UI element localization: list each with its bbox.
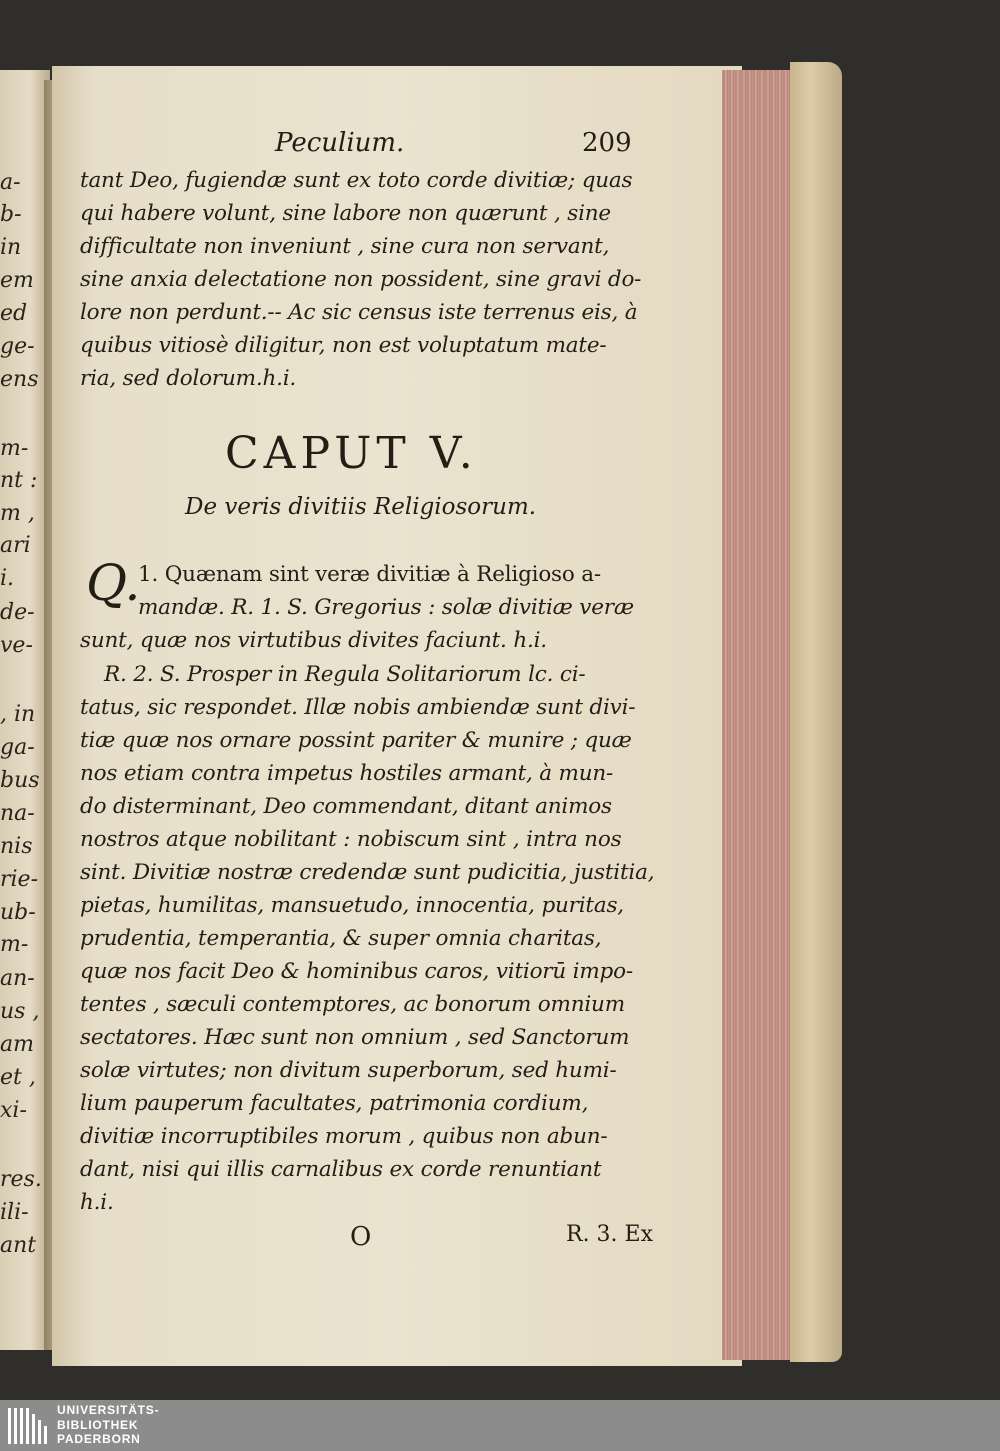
left-page-text-fragment: m- — [0, 436, 29, 461]
text-line: tant Deo, fugiendæ sunt ex toto corde divitiæ; quas — [80, 168, 633, 193]
text-line: tentes , sæculi contemptores, ac bonorum omnium — [80, 992, 625, 1017]
library-logo-icon — [6, 1404, 48, 1448]
left-page-text-fragment: a- — [0, 170, 21, 195]
text-line: do disterminant, Deo commendant, ditant animos — [80, 794, 612, 819]
chapter-title: CAPUT V. — [225, 428, 478, 479]
text-line: sine anxia delectatione non possident, sine gravi do- — [80, 267, 642, 292]
left-page-text-fragment: ga- — [0, 735, 35, 760]
text-line: tiæ quæ nos ornare possint pariter & munire ; quæ — [80, 728, 632, 753]
left-page-text-fragment: et , — [0, 1065, 36, 1090]
text-line: mandæ. R. 1. S. Gregorius : solæ divitiæ veræ — [138, 595, 634, 620]
text-line: ria, sed dolorum.h.i. — [80, 366, 297, 391]
left-page-text-fragment: m , — [0, 501, 35, 526]
left-page-text-fragment: ant — [0, 1233, 37, 1258]
text-line: R. 2. S. Prosper in Regula Solitariorum lc. ci- — [104, 662, 586, 687]
text-line: nostros atque nobilitant : nobiscum sint , intra nos — [80, 827, 622, 852]
catchword: R. 3. Ex — [566, 1222, 654, 1247]
text-line: sint. Divitiæ nostræ credendæ sunt pudicitia, justitia, — [80, 860, 655, 885]
left-page-text-fragment: b- — [0, 202, 22, 227]
text-line: dant, nisi qui illis carnalibus ex corde renuntiant — [80, 1157, 602, 1182]
left-page-text-fragment: xi- — [0, 1098, 27, 1123]
running-title: Peculium. — [275, 128, 405, 158]
text-line: nos etiam contra impetus hostiles armant, à mun- — [80, 761, 614, 786]
text-line: tatus, sic respondet. Illæ nobis ambiendæ sunt divi- — [80, 695, 636, 720]
left-page-text-fragment: rie- — [0, 867, 39, 892]
left-page-text-fragment: ub- — [0, 900, 36, 925]
left-page-text-fragment: bus — [0, 768, 40, 793]
text-line: 1. Quænam sint veræ divitiæ à Religioso a- — [138, 562, 601, 587]
left-page-text-fragment: am — [0, 1032, 34, 1057]
text-line: lore non perdunt.-- Ac sic census iste terrenus eis, à — [80, 300, 638, 325]
left-page-text-fragment: nis — [0, 834, 33, 859]
left-page-text-fragment: ari — [0, 533, 31, 558]
signature-mark: O — [350, 1222, 372, 1252]
left-page-text-fragment: i. — [0, 566, 15, 591]
library-name-line: UNIVERSITÄTS- — [57, 1403, 160, 1417]
text-line: pietas, humilitas, mansuetudo, innocentia, puritas, — [80, 893, 624, 918]
left-page-text-fragment: de- — [0, 600, 35, 625]
left-page-text-fragment: ve- — [0, 633, 33, 658]
left-page-text-fragment: em — [0, 268, 34, 293]
left-page-text-fragment: in — [0, 235, 22, 260]
text-line: lium pauperum facultates, patrimonia cordium, — [80, 1091, 589, 1116]
library-name-line: BIBLIOTHEK — [57, 1417, 139, 1432]
left-page-text-fragment: ed — [0, 301, 28, 326]
page-edges — [722, 70, 792, 1360]
left-page-text-fragment: m- — [0, 932, 29, 957]
text-line: qui habere volunt, sine labore non quærunt , sine — [80, 201, 611, 226]
text-line: sunt, quæ nos virtutibus divites faciunt. h.i. — [80, 628, 547, 653]
left-page-text-fragment: res. — [0, 1167, 42, 1192]
left-page-text-fragment: an- — [0, 966, 35, 991]
left-page-text-fragment: na- — [0, 801, 35, 826]
page-number: 209 — [582, 128, 632, 158]
text-line: h.i. — [80, 1190, 114, 1215]
text-line: quæ nos facit Deo & hominibus caros, vitiorū impo- — [80, 959, 633, 984]
text-line: difficultate non inveniunt , sine cura non servant, — [80, 234, 610, 259]
text-line: prudentia, temperantia, & super omnia charitas, — [80, 926, 602, 951]
drop-cap: Q. — [86, 554, 141, 612]
chapter-subtitle: De veris divitiis Religiosorum. — [185, 494, 537, 520]
left-page-text-fragment: nt : — [0, 468, 38, 493]
left-page-text-fragment: ge- — [0, 334, 35, 359]
library-name — [57, 1403, 159, 1447]
left-page-text-fragment: , in — [0, 702, 36, 727]
text-line: quibus vitiosè diligitur, non est voluptatum mate- — [80, 333, 607, 358]
left-page-edge — [0, 70, 50, 1350]
library-footer — [0, 1400, 1000, 1451]
text-line: sectatores. Hæc sunt non omnium , sed Sanctorum — [80, 1025, 630, 1050]
text-line: divitiæ incorruptibiles morum , quibus non abun- — [80, 1124, 608, 1149]
book-cover-edge — [790, 62, 842, 1362]
left-page-text-fragment: us , — [0, 999, 40, 1024]
left-page-text-fragment: ens — [0, 367, 39, 392]
left-page-text-fragment: ili- — [0, 1200, 29, 1225]
library-name-line: PADERBORN — [57, 1432, 141, 1446]
text-line: solæ virtutes; non divitum superborum, sed humi- — [80, 1058, 617, 1083]
